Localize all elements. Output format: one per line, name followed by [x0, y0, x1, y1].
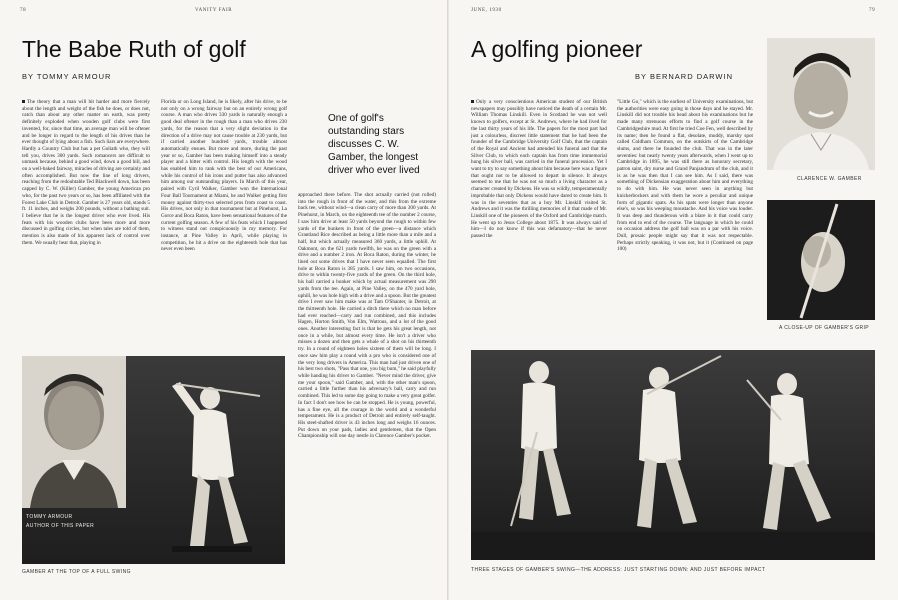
- paragraph-bullet: [22, 100, 25, 103]
- grip-image: [767, 200, 875, 320]
- gamber-portrait-photo: [767, 38, 875, 170]
- armour-portrait-image: [22, 356, 126, 508]
- right-folio-number: 79: [869, 8, 876, 13]
- swing-stages-photo: [471, 350, 875, 560]
- right-column-2-text: "Little Go," which is the earliest of University examinations, but the authorities were easy going in those days and he stayed. Mr. Linskill did not trouble his head about his examinations but he made many strenuous efforts to find a golf course in the Cambridgeshire mud. At first he tried Coe Fen, well described by its name; then he found a flat, desolate, muddy, marshy spot called Coldham Common, on the outskirts of the Cambridge slums, and there he founded the club. That was in the later seventies: but nearly twenty years afterwards, when I went up to Cambridge in 1895, he was still there as honorary secretary, patron saint, dry nurse and Grand Panjandrum of the club, and it is as he was then that I can see him. As I said, there was something of Dickensian exaggeration about him and everything to do with him. He was never seen in anything but knickerbockers and with them he wore a peculiar and unique form of gigantic spats. As his spats were longer than anyone else's, so was his weeping moustache. And his voice was louder. It was deep and thunderous with a blare in it that could carry from end to end of the course. The language in which he could on occasion address the golf ball was on a par with his voice. Dull, prosaic people might say that it was not respectable. Perhaps strictly speaking, it was not, but it (Continued on page 100): [617, 99, 753, 253]
- swing-photo-caption: GAMBER AT THE TOP OF A FULL SWING: [22, 569, 131, 575]
- left-column-1: [22, 99, 150, 353]
- right-headline: A golfing pioneer: [471, 36, 643, 62]
- grip-photo-caption: A CLOSE-UP OF GAMBER'S GRIP: [779, 325, 870, 331]
- armour-portrait-photo: [22, 356, 126, 508]
- right-byline: BY BERNARD DARWIN: [635, 72, 733, 81]
- left-column-3-text: approached there before. The shot actually carried (not rolled) into the rough in front of the water, and this from the extreme back tee, without wind—a clean carry of more than 300 yards. At Pinehurst, in March, on the eighteenth tee of the number 2 course, I saw him drive at least 50 yards beyond the rough to within few yards of the bunkers in front of the green—a distance which Grantland Rice described as being a little more than a mile and a half, but which actually measured 360 yards, a little uphill. At Oakmont, on the 621 yards twelfth, he was on the green with a drive and a number 2 iron. At Boca Raton, during the winter, he lined out some drives that I have never seen equalled. The first hole at Boca Raton is 385 yards. I saw him, on two occasions, drive to within twenty-five yards of the green. On the third hole, his ball carried a bunker which by actual measurement was 290 yards from the tee. Again, at Pine Valley, on the 470 yard hole, uphill, he was hole high with a drive and a spoon. But the greatest drive I ever saw him make was at Tam O'Shanter, in Detroit, at the thirteenth hole. He carried a ditch there which no man before had ever reached—carry and run combined, and this includes Hagen, Horton Smith, Von Elm, Watrous, and a lot of the good ones. Another interesting fact is that he gets his great length, not once in a while, but almost every time. He isn't a driver who misses a dozen and then gets a whale of a shot on his thirteenth try. In a round of eighteen holes sixteen of them will be long. I once saw him play a round with a pro who is considered one of the very long drivers in America. This man had just driven one of his best two shots, "Pass that one, you big bum," he said playfully while handing his driver to Gamber. "Never mind the driver, give me your spoon," said Gamber, and, with the other man's spoon, carried a little further than his adversary's ball, carry and run combined. This led to some day going to make a very great golfer. In fact I don't see how he can be stopped. He is young, powerful, has a fine eye, all the courage in the world and a wonderful temperament. He is a product of Detroit and entirely self-taught. His steel-shafted driver is 43 inches long and weighs 16 ounces. Put down on your pads, ladies and gentlemen, that the Open Championship will one day nestle in Clarence Gamber's pocket.: [298, 192, 436, 440]
- right-page: [449, 0, 898, 600]
- paragraph-bullet: [471, 100, 474, 103]
- right-column-1-text: Only a very conscientious American student of our British newspapers may possibly have noticed the death of a certain Mr. William Thomas Linskill. Even in Scotland he was not well known to golfers, except at St. Andrews, where he had lived for the last thirty years of his life. The papers for the most part had just a colourless, discreet little statement that he had been the founder of the Cambridge University Golf Club, that the captain of the Royal and Ancient had attended his funeral and that the Silver Club, to which each captain has from time immemorial hung his silver ball, was carried in the funeral procession. Yet I want to try to say something about him because here was a figure that ought not to be allowed to depart in silence. It always seemed to me that he was not so much a living character as a character created by Dickens. He was so wildly, temperamentally improbable that only Dickens would have dared to create him. It was in the seventies that as a boy Mr. Linskill visited St. Andrews and it was the thrilling memories of it that made of Mr. Linskill one of the pioneers of the Oxford and Cambridge match. He went up to Jesus College about 1875. It was always said of him—I do not know if this was defamatory—that he never passed the: [471, 99, 607, 240]
- right-folio-date: JUNE, 1930: [471, 8, 502, 13]
- left-folio-number: 78: [20, 8, 27, 13]
- pull-quote: One of golf's outstanding stars discusses C. W. Gamber, the longest driver who ever lived: [328, 113, 420, 176]
- swing-photo: [22, 356, 285, 564]
- swing-stages-caption: THREE STAGES OF GAMBER'S SWING—THE ADDRESS: JUST STARTING DOWN: AND JUST BEFORE IMPACT: [471, 567, 766, 573]
- left-folio-magazine: VANITY FAIR: [195, 8, 233, 13]
- left-byline: BY TOMMY ARMOUR: [22, 72, 112, 81]
- armour-caption-name: TOMMY ARMOUR: [26, 514, 73, 520]
- right-column-2: [617, 99, 753, 343]
- gamber-portrait-image: [767, 38, 875, 170]
- grip-photo: [767, 200, 875, 320]
- left-column-2: [161, 99, 287, 353]
- right-column-1: [471, 99, 607, 343]
- swing-stages-image: [471, 350, 875, 560]
- armour-caption-role: AUTHOR OF THIS PAPER: [26, 523, 95, 529]
- left-column-1-text: The theory that a man will hit harder and more fiercely about the length and weight of the fish he does, or does not, catch than about any other matter on earth, was pretty definitely exploded when wooden golf clubs were first invented, for, since that time, an average man will be oftener and be longer in regard to the length of his drives than he ever thought of lying about a fish. Such liars are everywhere. Hardly a Country Club but has a pet Goliath who, they will tell you, drives 300 yards. Such romancers are difficult to unmask because, behind a good wind, down a good hill, and on a well-baked fairway, miracles of driving are certainly and often accomplished. But now the line of long drivers, reaching from the redoubtable Ted Blackwell down, has been capped by C. W. (Killer) Gamber, the young American pro who, for the past two years or so, has been affiliated with the Forest Lake Club in Detroit. Gamber is 27 years old, stands 5 ft. 11 inches, and weighs 200 pounds, without a bathing suit. I believe that he is the longest driver who ever lived. His feats with his wooden clubs have been more and more discussed in golfing circles, but when tales are told of them, mention is also made of his apparent lack of control over them. We usually hear that, playing in: [22, 99, 150, 246]
- left-column-3: [298, 192, 436, 588]
- left-headline: The Babe Ruth of golf: [22, 36, 246, 62]
- gamber-portrait-caption: CLARENCE W. GAMBER: [797, 176, 862, 182]
- left-column-2-text: Florida or on Long Island, he is likely, after his drive, to be not only on a wrong fairway but on an entirely wrong golf course. A man who drives 330 yards is naturally enough a good deal oftener in the rough than a man who drives 230 yards, for the reason that a very slight deviation in the direction of a drive may not cause trouble at 230 yards, but if carried another hundred yards, trouble almost automatically ensues. But more and more, during the past year or so, Gamber has been making himself into a steady player and a hitter with control. His length with the wood has enabled him to rank with the best of our Americans, while his control of his irons and putter has also advanced him among our outstanding players. In March of this year, paired with Cyril Walker, Gamber won the International Four Ball Tournament at Miami, he and Walker getting first money against thirty-two selected pros from coast to coast. His drives, not only in that tournament but at Pinehurst, La Gorce and Boca Raton, have been sensational features of the current golfing season. A few of his feats which I happened to witness stand out conspicuously in my memory. For instance, at Pine Valley in April, while playing in competition, he hit a drive on the eighteenth hole that has never even been: [161, 99, 287, 253]
